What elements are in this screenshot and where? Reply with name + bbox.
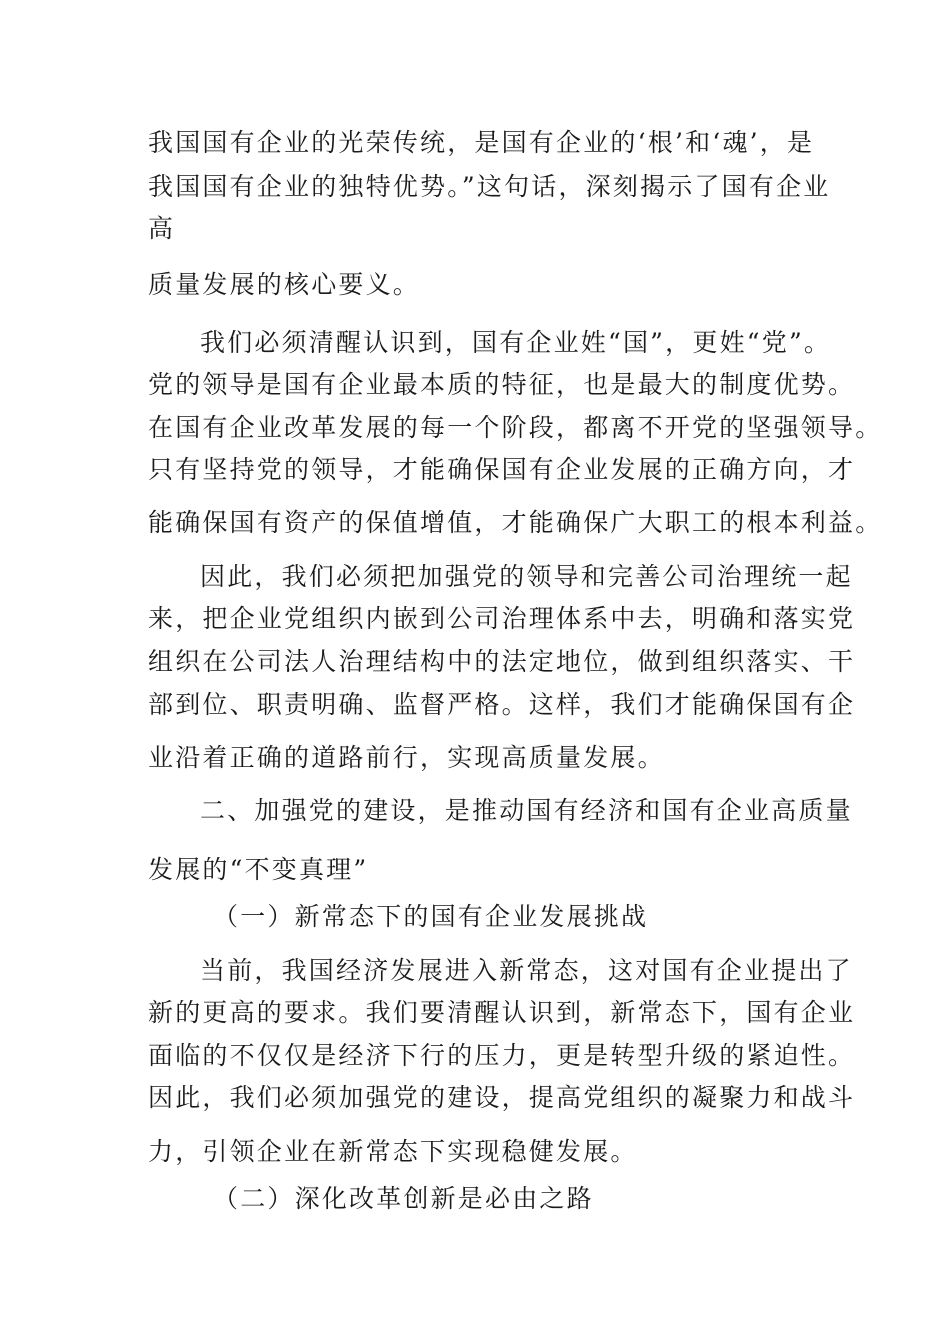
paragraph-line: 在国有企业改革发展的每一个阶段，都离不开党的坚强领导。 — [148, 413, 883, 442]
paragraph-line: 只有坚持党的领导，才能确保国有企业发展的正确方向，才 — [148, 455, 856, 484]
paragraph-line: 党的领导是国有企业最本质的特征，也是最大的制度优势。 — [148, 370, 856, 399]
paragraph-line: 我们必须清醒认识到，国有企业姓“国”，更姓“党”。 — [200, 328, 832, 357]
subsection-heading: （二）深化改革创新是必由之路 — [213, 1184, 594, 1213]
subsection-heading: （一）新常态下的国有企业发展挑战 — [213, 902, 649, 931]
paragraph-line: 业沿着正确的道路前行，实现高质量发展。 — [148, 743, 665, 772]
paragraph-line: 部到位、职责明确、监督严格。这样，我们才能确保国有企 — [148, 690, 856, 719]
section-heading: 发展的“不变真理” — [148, 855, 369, 884]
paragraph-line: 来，把企业党组织内嵌到公司治理体系中去，明确和落实党 — [148, 604, 856, 633]
paragraph-line: 能确保国有资产的保值增值，才能确保广大职工的根本利益。 — [148, 508, 883, 537]
paragraph-line: 质量发展的核心要义。 — [148, 270, 421, 299]
paragraph-line: 力，引领企业在新常态下实现稳健发展。 — [148, 1137, 638, 1166]
section-heading: 二、加强党的建设，是推动国有经济和国有企业高质量 — [200, 796, 853, 825]
paragraph-line: 我国国有企业的光荣传统，是国有企业的‘根’和‘魂’，是 — [148, 128, 815, 157]
paragraph-line: 我国国有企业的独特优势。”这句话，深刻揭示了国有企业 — [148, 172, 831, 201]
paragraph-line: 面临的不仅仅是经济下行的压力，更是转型升级的紧迫性。 — [148, 1041, 856, 1070]
paragraph-line: 当前，我国经济发展进入新常态，这对国有企业提出了 — [200, 956, 853, 985]
paragraph-line: 高 — [148, 214, 176, 243]
paragraph-line: 新的更高的要求。我们要清醒认识到，新常态下，国有企业 — [148, 998, 856, 1027]
paragraph-line: 组织在公司法人治理结构中的法定地位，做到组织落实、干 — [148, 647, 856, 676]
paragraph-line: 因此，我们必须加强党的建设，提高党组织的凝聚力和战斗 — [148, 1083, 856, 1112]
paragraph-line: 因此，我们必须把加强党的领导和完善公司治理统一起 — [200, 562, 853, 591]
